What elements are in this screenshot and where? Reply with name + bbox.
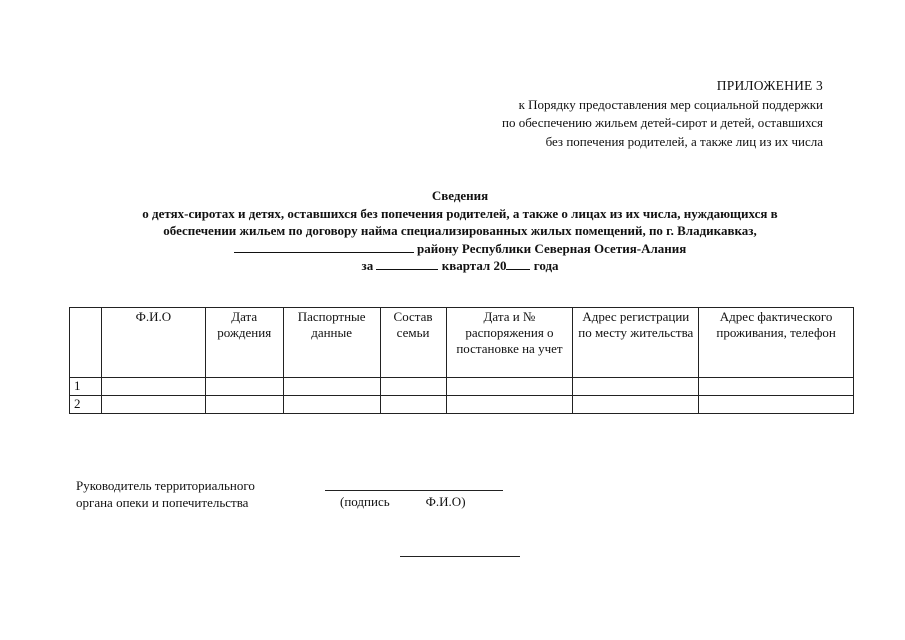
period-prefix: за	[361, 258, 377, 273]
column-header-birth-date: Дата рождения	[205, 308, 283, 378]
report-subject-line: обеспечении жильем по договору найма специализированных жилых помещений, по г. Владикавказ,	[163, 223, 757, 238]
report-title	[60, 187, 860, 275]
column-header-fio: Ф.И.О	[101, 308, 205, 378]
row-number: 2	[70, 396, 102, 414]
registry-table	[69, 307, 854, 414]
appendix-line: без попечения родителей, а также лиц из их числа	[545, 133, 823, 149]
table-cell	[283, 396, 380, 414]
table-cell	[380, 378, 446, 396]
table-cell	[699, 396, 854, 414]
signer-block	[76, 477, 255, 511]
table-cell	[380, 396, 446, 414]
table-cell	[446, 396, 573, 414]
table-cell	[446, 378, 573, 396]
table-row	[70, 378, 854, 396]
appendix-title: ПРИЛОЖЕНИЕ 3	[716, 78, 823, 93]
year-blank	[506, 257, 530, 270]
appendix-line: по обеспечению жильем детей-сирот и детей, оставшихся	[502, 115, 823, 130]
table-cell	[101, 378, 205, 396]
table-cell	[205, 378, 283, 396]
table-cell	[283, 378, 380, 396]
period-quarter-label: квартал 20	[438, 258, 507, 273]
table-cell	[205, 396, 283, 414]
table-row	[70, 396, 854, 414]
report-district-line	[60, 240, 860, 258]
report-subject-line: о детях-сиротах и детях, оставшихся без попечения родителей, а также о лицах из их числа, нуждающихся в	[142, 205, 778, 221]
column-header-number	[70, 308, 102, 378]
table-cell	[101, 396, 205, 414]
table-cell	[699, 378, 854, 396]
report-heading: Сведения	[431, 188, 489, 203]
report-period-line	[60, 257, 860, 275]
district-blank	[234, 240, 414, 253]
table-cell	[573, 378, 699, 396]
column-header-order: Дата и № распоряжения о постановке на учет	[446, 308, 573, 378]
row-number: 1	[70, 378, 102, 396]
signature-caption-sign: (подпись	[340, 494, 390, 509]
signature-caption-name: Ф.И.О)	[425, 494, 466, 509]
signature-line	[325, 490, 503, 491]
table-header-row	[70, 308, 854, 378]
column-header-family: Состав семьи	[380, 308, 446, 378]
table-cell	[573, 396, 699, 414]
period-year-label: года	[530, 258, 559, 273]
signer-title-line: органа опеки и попечительства	[76, 495, 249, 510]
appendix-header	[502, 77, 823, 151]
date-line	[400, 556, 520, 557]
column-header-passport: Паспортные данные	[283, 308, 380, 378]
signature-caption	[340, 494, 466, 510]
quarter-blank	[376, 257, 438, 270]
district-suffix: району Республики Северная Осетия-Алания	[413, 240, 687, 256]
column-header-actual-address: Адрес фактического проживания, телефон	[699, 308, 854, 378]
signer-title-line: Руководитель территориального	[76, 478, 255, 493]
appendix-line: к Порядку предоставления мер социальной поддержки	[518, 96, 823, 112]
column-header-registration-address: Адрес регистрации по месту жительства	[573, 308, 699, 378]
